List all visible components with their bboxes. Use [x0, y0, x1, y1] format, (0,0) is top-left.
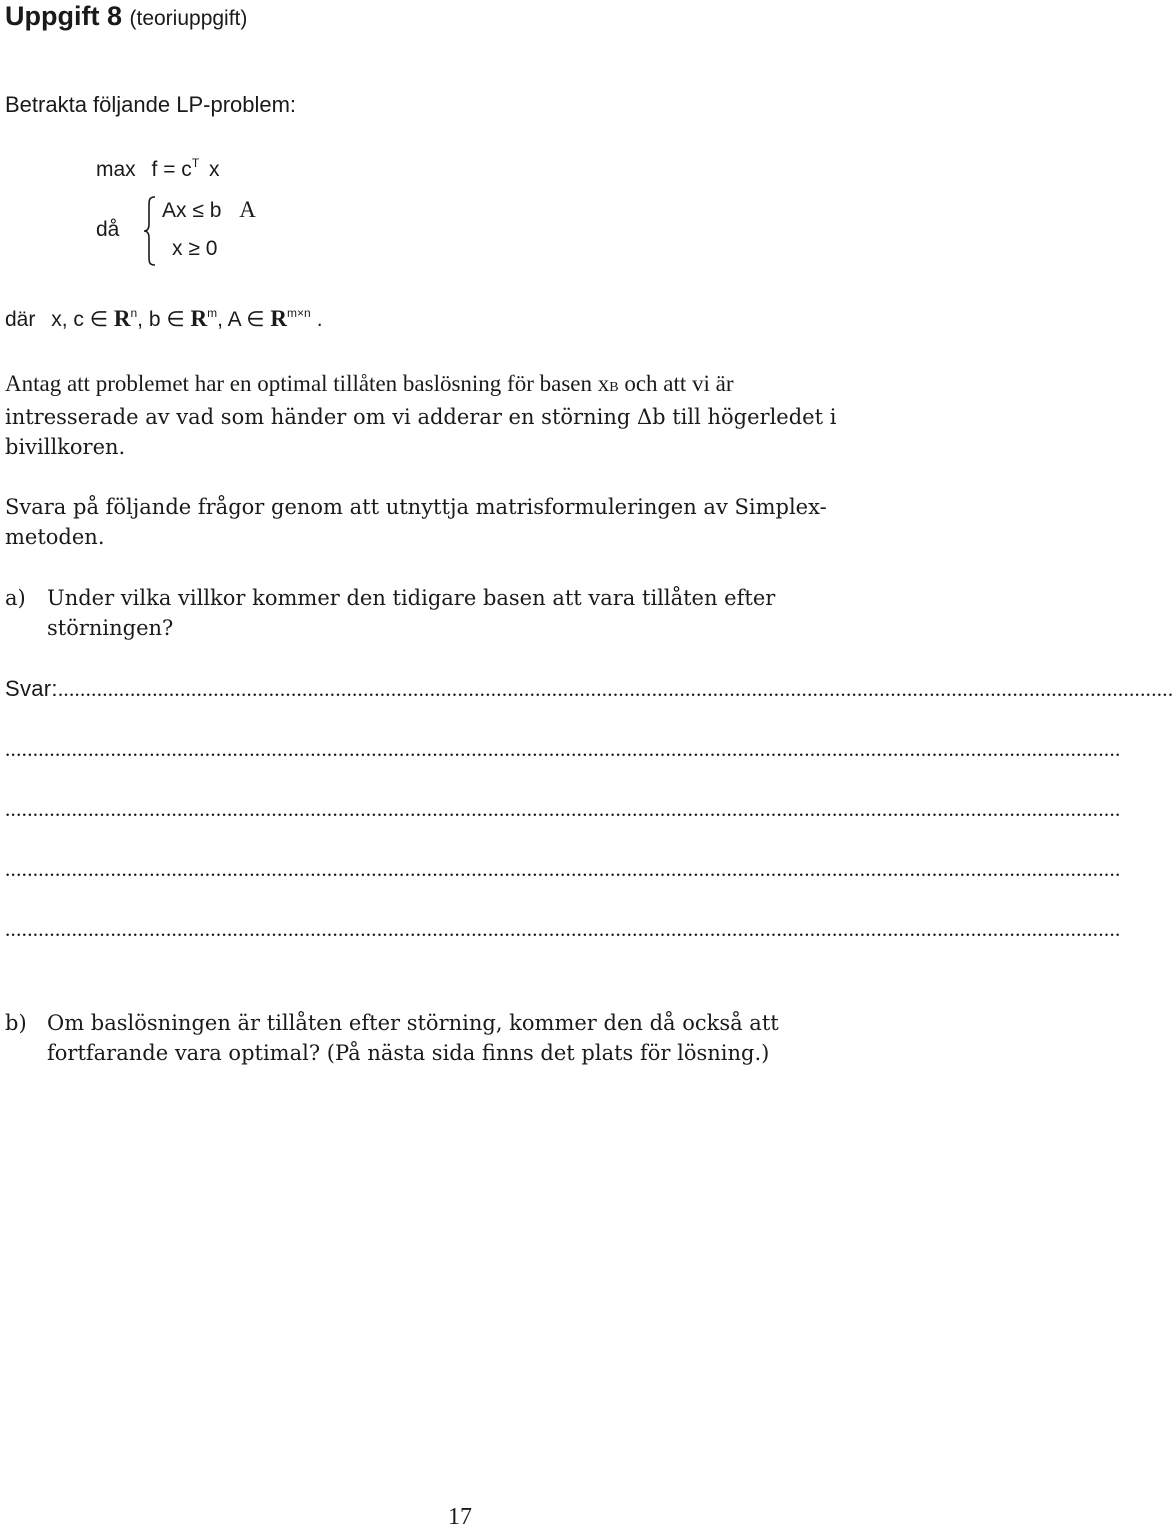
- paragraph-2-line-2: metoden.: [5, 525, 105, 549]
- real-set-3: R: [270, 306, 288, 331]
- dim-n: n: [130, 306, 138, 320]
- real-set-1: R: [113, 306, 131, 331]
- domain-line: [5, 307, 323, 332]
- objective-expr: f = c: [151, 158, 192, 181]
- constraint-1-label: A: [239, 197, 256, 222]
- basis-subscript: B: [609, 380, 619, 395]
- answer-line-1[interactable]: [5, 676, 1173, 701]
- answer-line-5[interactable]: [5, 917, 1121, 941]
- paragraph-1-line-3: bivillkoren.: [5, 435, 126, 459]
- dim-mxn: m×n: [287, 306, 311, 320]
- max-keyword: max: [96, 158, 136, 181]
- question-b-line-1: Om baslösningen är tillåten efter störning, kommer den då också att: [47, 1011, 779, 1035]
- paragraph-1-line-2: intresserade av vad som händer om vi adderar en störning Δb till högerledet i: [5, 405, 837, 429]
- constraint-1: [162, 198, 256, 223]
- answer-dots-4: .........................................................................................................................................................................................................: [5, 857, 1121, 881]
- dim-m: m: [207, 306, 218, 320]
- question-b-line-2: fortfarande vara optimal? (På nästa sida finns det plats för lösning.): [47, 1041, 770, 1065]
- answer-dots-2: .........................................................................................................................................................................................................: [5, 737, 1121, 761]
- constraint-1-expr: Ax ≤ b: [162, 199, 222, 222]
- transpose-sup: T: [191, 156, 200, 170]
- answer-line-3[interactable]: [5, 797, 1121, 821]
- domain-part-1: x, c ∈: [51, 308, 114, 331]
- answer-line-4[interactable]: [5, 857, 1121, 881]
- question-b-label: b): [5, 1011, 27, 1035]
- paragraph-1-line-1: [5, 370, 734, 402]
- question-a-line-2: störningen?: [47, 616, 174, 640]
- where-label: där: [5, 308, 36, 331]
- domain-part-3: , A ∈: [217, 308, 271, 331]
- intro-text: Betrakta följande LP-problem:: [5, 92, 297, 117]
- left-brace-icon: [143, 196, 157, 266]
- paragraph-1-text-a: Antag att problemet har en optimal tillåten baslösning för basen x: [5, 371, 610, 396]
- page-number: 17: [448, 1504, 472, 1530]
- domain-end: .: [316, 308, 323, 331]
- real-set-2: R: [190, 306, 208, 331]
- question-a-line-1: Under vilka villkor kommer den tidigare basen att vara tillåten efter: [47, 586, 776, 610]
- paragraph-1-text-b: och att vi är: [618, 371, 734, 396]
- answer-dots-3: .........................................................................................................................................................................................................: [5, 797, 1121, 821]
- answer-dots-1: .........................................................................................................................................................................................................: [57, 677, 1173, 701]
- constraint-2: x ≥ 0: [172, 237, 218, 260]
- task-title: Uppgift 8: [5, 1, 122, 31]
- objective-var: x: [209, 158, 220, 181]
- task-heading: [5, 0, 247, 35]
- answer-label: Svar:: [5, 676, 58, 701]
- answer-dots-5: .........................................................................................................................................................................................................: [5, 917, 1121, 941]
- paragraph-2-line-1: Svara på följande frågor genom att utnyttja matrisformuleringen av Simplex-: [5, 495, 827, 519]
- domain-part-2: , b ∈: [137, 308, 191, 331]
- question-a-label: a): [5, 586, 26, 610]
- task-subtitle: (teoriuppgift): [129, 7, 248, 30]
- objective-row: [96, 158, 220, 182]
- subject-to-label: då: [96, 218, 120, 241]
- answer-line-2[interactable]: [5, 737, 1121, 761]
